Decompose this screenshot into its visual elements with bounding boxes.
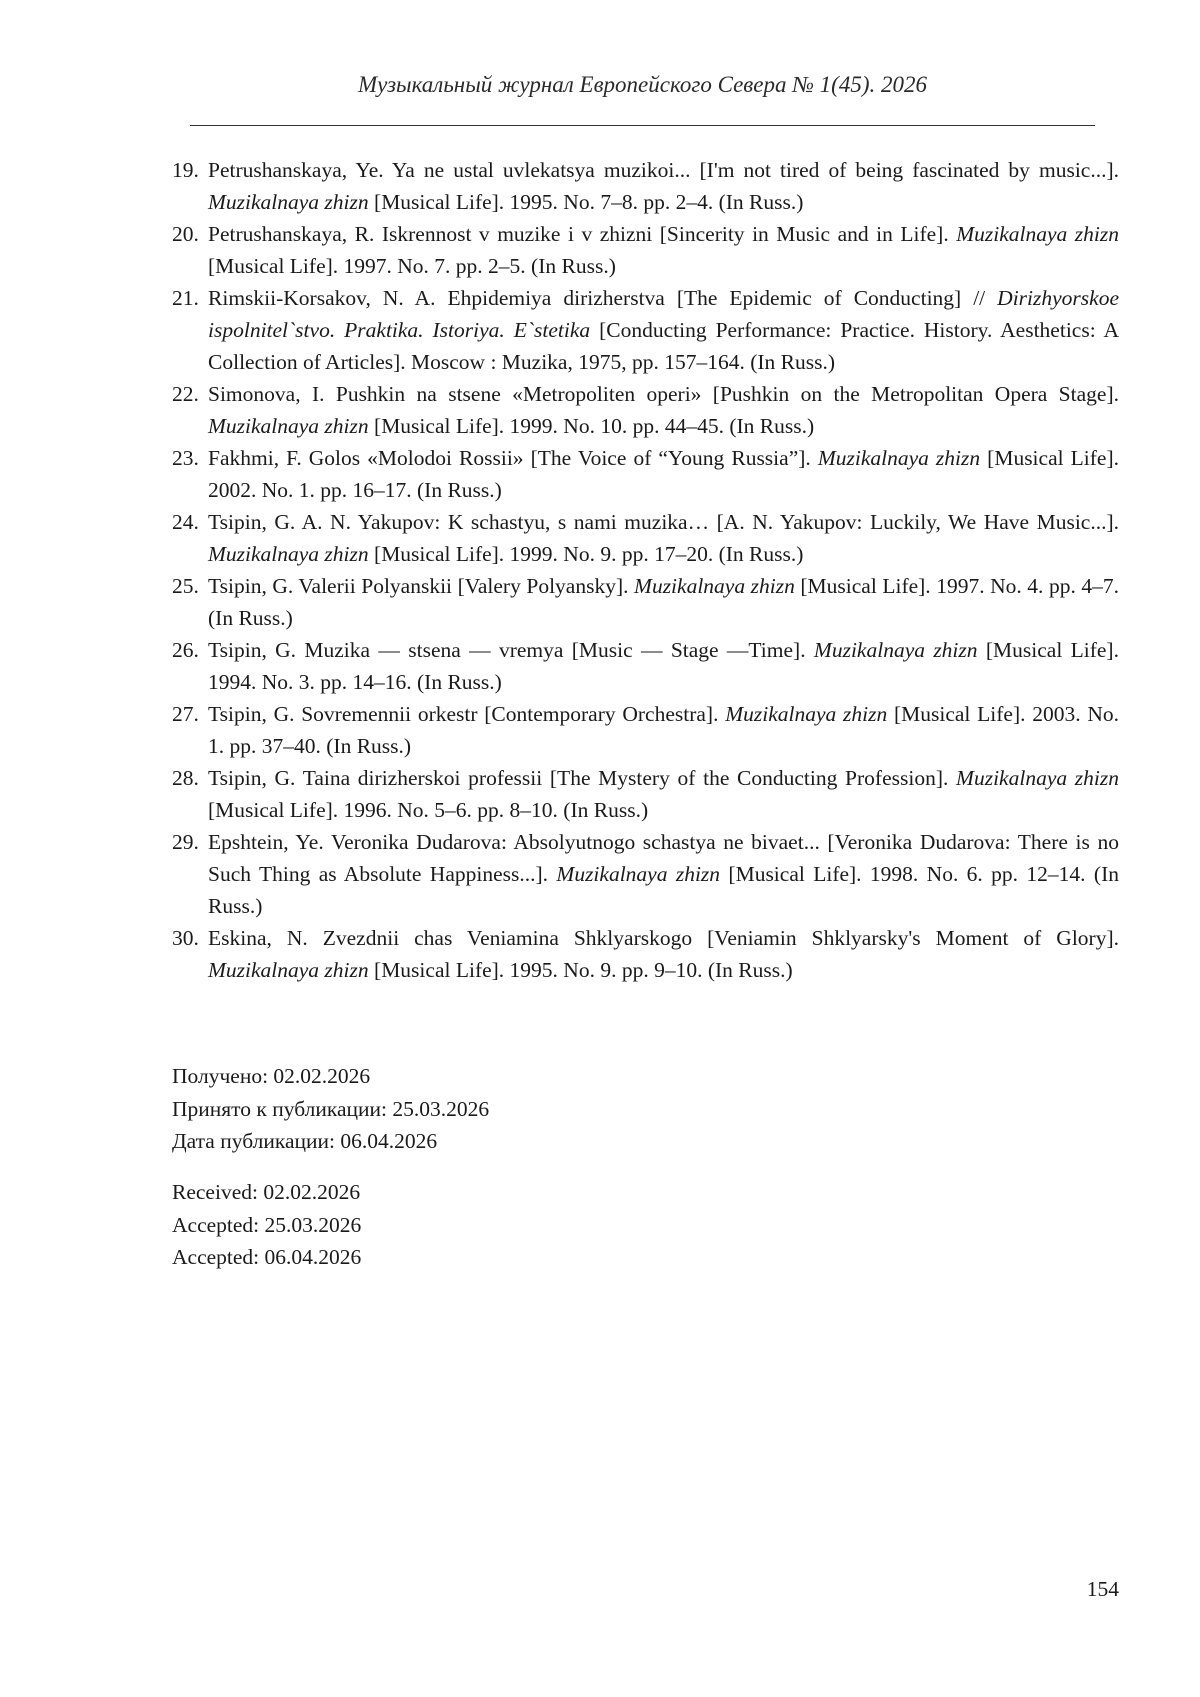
journal-title: Muzikalnaya zhizn (556, 862, 721, 886)
reference-text: Tsipin, G. Sovremennii orkestr [Contemporary Orchestra]. (208, 702, 726, 726)
reference-details: [Musical Life]. 1998. No. 6. pp. 12–14. (In Russ.) (208, 862, 1119, 918)
reference-text: Petrushanskaya, R. Iskrennost v muzike i v zhizni [Sincerity in Music and in Life]. (208, 222, 957, 246)
reference-number: 22. (172, 382, 199, 406)
reference-details: [Musical Life]. 1997. No. 7. pp. 2–5. (In Russ.) (208, 254, 616, 278)
reference-details: [Musical Life]. 1995. No. 9. pp. 9–10. (In Russ.) (368, 958, 793, 982)
reference-text: Tsipin, G. A. N. Yakupov: K schastyu, s nami muzika… [A. N. Yakupov: Luckily, We Have Music...]. (208, 510, 1119, 534)
accepted-date-en: Accepted: 25.03.2026 (172, 1212, 362, 1237)
reference-item (172, 506, 1119, 570)
reference-number: 20. (172, 222, 199, 246)
reference-details: [Musical Life]. 2003. No. 1. pp. 37–40. (In Russ.) (208, 702, 1120, 758)
journal-title: Muzikalnaya zhizn (208, 542, 369, 566)
received-date-en: Received: 02.02.2026 (172, 1180, 361, 1204)
reference-text: Fakhmi, F. Golos «Molodoi Rossii» [The Voice of “Young Russia”]. (208, 446, 818, 470)
reference-number: 19. (172, 158, 199, 182)
reference-item (172, 218, 1119, 282)
reference-item (172, 570, 1119, 634)
reference-item (172, 922, 1119, 986)
reference-text: Epshtein, Ye. Veronika Dudarova: Absolyutnogo schastya ne bivaet... [Veronika Dudarova: There is no Such Thing as Absolute Happiness...]. (208, 830, 1119, 886)
reference-item (172, 698, 1119, 762)
reference-text: Tsipin, G. Muzika — stsena — vremya [Music — Stage —Time]. (208, 638, 814, 662)
reference-number: 28. (172, 766, 199, 790)
reference-details: [Musical Life]. 1995. No. 7–8. pp. 2–4. (In Russ.) (368, 190, 804, 214)
reference-number: 23. (172, 446, 199, 470)
header-rule (190, 125, 1095, 126)
reference-details: [Musical Life]. 1996. No. 5–6. pp. 8–10. (In Russ.) (208, 798, 649, 822)
page-number: 154 (1086, 1577, 1119, 1601)
reference-list (172, 154, 1119, 986)
reference-details: [Musical Life]. 1999. No. 10. pp. 44–45. (In Russ.) (368, 414, 815, 438)
publication-dates-ru (172, 1060, 772, 1158)
journal-title: Muzikalnaya zhizn (956, 766, 1119, 790)
running-header: Музыкальный журнал Европейского Севера № 1(45). 2026 (358, 72, 927, 97)
reference-details: [Musical Life]. 2002. No. 1. pp. 16–17. (In Russ.) (208, 446, 1119, 502)
reference-item (172, 442, 1119, 506)
reference-number: 25. (172, 574, 199, 598)
published-date-ru: Дата публикации: 06.04.2026 (172, 1129, 438, 1153)
reference-item (172, 154, 1119, 218)
reference-number: 30. (172, 926, 199, 950)
reference-item (172, 634, 1119, 698)
reference-number: 21. (172, 286, 199, 310)
reference-text: Eskina, N. Zvezdnii chas Veniamina Shklyarskogo [Veniamin Shklyarsky's Moment of Glory]. (208, 926, 1119, 950)
reference-number: 27. (172, 702, 199, 726)
reference-text: Petrushanskaya, Ye. Ya ne ustal uvlekatsya muzikoi... [I'm not tired of being fascinated by music...]. (208, 158, 1119, 182)
reference-text: Simonova, I. Pushkin na stsene «Metropoliten operi» [Pushkin on the Metropolitan Opera Stage]. (208, 382, 1119, 406)
reference-number: 26. (172, 638, 199, 662)
journal-title: Muzikalnaya zhizn (725, 702, 888, 726)
journal-title: Muzikalnaya zhizn (634, 574, 795, 598)
journal-title: Muzikalnaya zhizn (813, 638, 978, 662)
collection-title: Dirizhyorskoe ispolnitel`stvo. Praktika. Istoriya. E`stetika (208, 286, 1119, 342)
reference-number: 24. (172, 510, 199, 534)
journal-title: Muzikalnaya zhizn (208, 414, 369, 438)
received-date-ru: Получено: 02.02.2026 (172, 1064, 371, 1088)
publication-dates-en (172, 1176, 772, 1274)
reference-text: Tsipin, G. Taina dirizherskoi professii [The Mystery of the Conducting Profession]. (208, 766, 957, 790)
reference-details: [Conducting Performance: Practice. History. Aesthetics: A Collection of Articles]. Moscow : Muzika, 1975, pp. 157–164. (In Russ.) (208, 318, 1119, 374)
reference-number: 29. (172, 830, 199, 854)
journal-title: Muzikalnaya zhizn (956, 222, 1119, 246)
reference-details: [Musical Life]. 1999. No. 9. pp. 17–20. (In Russ.) (368, 542, 804, 566)
reference-item (172, 378, 1119, 442)
reference-text: Rimskii-Korsakov, N. A. Ehpidemiya dirizherstva [The Epidemic of Conducting] // (208, 286, 998, 310)
journal-title: Muzikalnaya zhizn (817, 446, 981, 470)
published-date-en: Accepted: 06.04.2026 (172, 1245, 362, 1269)
reference-details: [Musical Life]. 1994. No. 3. pp. 14–16. (In Russ.) (208, 638, 1119, 694)
reference-text: Tsipin, G. Valerii Polyanskii [Valery Polyansky]. (208, 574, 635, 598)
journal-title: Muzikalnaya zhizn (208, 190, 369, 214)
accepted-date-ru: Принято к публикации: 25.03.2026 (172, 1096, 490, 1121)
reference-item (172, 826, 1119, 922)
reference-item (172, 282, 1119, 378)
journal-title: Muzikalnaya zhizn (208, 958, 369, 982)
reference-details: [Musical Life]. 1997. No. 4. pp. 4–7. (In Russ.) (208, 574, 1119, 630)
reference-item (172, 762, 1119, 826)
